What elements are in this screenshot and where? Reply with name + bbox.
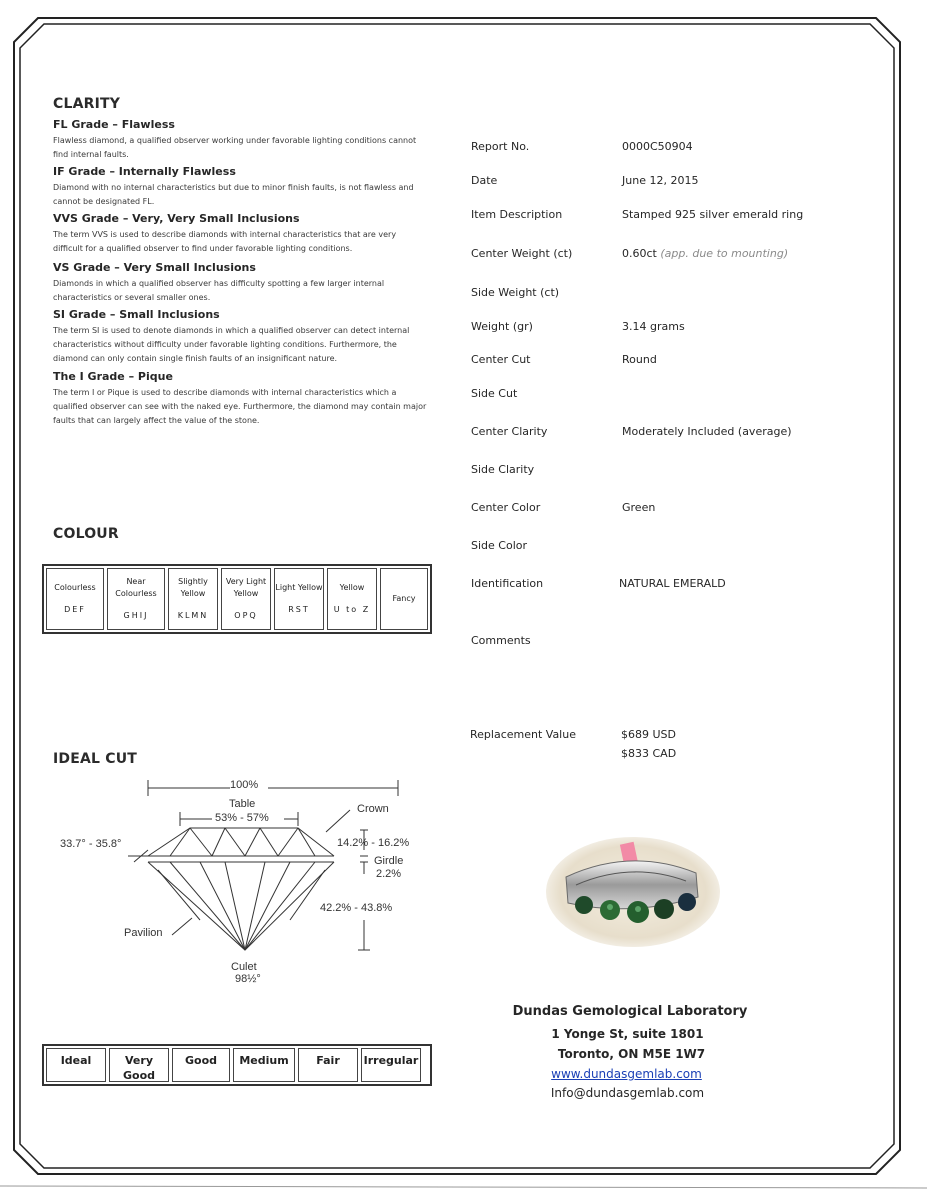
clarity-grade-fl [53, 118, 428, 162]
clarity-grade-si [53, 308, 428, 366]
diagram-crown-label: Crown [357, 803, 389, 815]
side-weight-label: Side Weight (ct) [471, 286, 560, 299]
colour-grades: OPQ [234, 611, 258, 620]
colour-cell [380, 568, 428, 630]
colour-cell [168, 568, 218, 630]
center-weight-note: (app. due to mounting) [660, 247, 789, 260]
diagram-pavilion-label: Pavilion [124, 927, 163, 939]
clarity-grade-vvs [53, 212, 428, 256]
colour-title: COLOUR [53, 526, 119, 542]
colour-grades: DEF [64, 605, 86, 614]
clarity-grade-i [53, 370, 428, 428]
weight-grams-label: Weight (gr) [471, 320, 533, 333]
colour-label: Near Colourless [115, 577, 157, 598]
side-clarity-label: Side Clarity [471, 463, 535, 476]
lab-email[interactable]: Info@dundasgemlab.com [550, 1086, 705, 1100]
identification-label: Identification [471, 577, 544, 590]
grade-description: The term SI is used to denote diamonds in which a qualified observer can detect internal characteristics without difficulty under favorable lighting conditions. Furthermore, the diamond can only contain single finish faults of an insignificant nature. [53, 326, 410, 363]
grade-heading: SI Grade – Small Inclusions [53, 308, 220, 321]
center-cut-value: Round [622, 353, 657, 366]
diagram-girdle-value: 2.2% [376, 868, 402, 880]
colour-grades: U to Z [333, 605, 371, 614]
grade-heading: IF Grade – Internally Flawless [53, 165, 236, 178]
item-description-value: Stamped 925 silver emerald ring [622, 208, 804, 221]
center-weight-amount: 0.60ct [622, 247, 657, 260]
date-value: June 12, 2015 [622, 174, 699, 187]
cut-grade-cell: Medium [233, 1048, 295, 1082]
center-clarity-label: Center Clarity [471, 425, 548, 438]
diagram-pavilion-depth: 42.2% - 43.8% [320, 902, 393, 914]
item-description-label: Item Description [471, 208, 563, 221]
colour-label: Yellow [339, 583, 365, 592]
grade-description: The term I or Pique is used to describe diamonds with internal characteristics which a qualified observer can see with the naked eye. Furthermore, the diamond may contain major faults that can largely affect the value of the stone. [53, 388, 427, 425]
identification-value: NATURAL EMERALD [619, 577, 726, 590]
side-color-label: Side Color [471, 539, 528, 552]
clarity-grade-vs [53, 261, 428, 305]
center-color-label: Center Color [471, 501, 541, 514]
colour-label: Slightly Yellow [178, 577, 208, 598]
ideal-cut-title: IDEAL CUT [53, 751, 138, 767]
replacement-value-label: Replacement Value [470, 728, 576, 741]
diagram-crown-angle: 33.7° - 35.8° [60, 838, 122, 850]
colour-grades: GHIJ [123, 611, 149, 620]
colour-scale-table [42, 564, 432, 634]
center-color-value: Green [622, 501, 656, 514]
grade-heading: FL Grade – Flawless [53, 118, 175, 131]
grade-description: Flawless diamond, a qualified observer working under favorable lighting conditions cannot find internal faults. [53, 136, 417, 159]
lab-website-link[interactable]: www.dundasgemlab.com [551, 1067, 702, 1081]
colour-cell [46, 568, 104, 630]
cut-grade-cell: Ideal [46, 1048, 106, 1082]
grade-description: Diamonds in which a qualified observer has difficulty spotting a few larger internal characteristics or several smaller ones. [53, 279, 385, 302]
lab-address-line-2: Toronto, ON M5E 1W7 [557, 1047, 706, 1061]
diagram-width-label: 100% [230, 779, 259, 791]
report-number-label: Report No. [471, 140, 530, 153]
comments-label: Comments [471, 634, 531, 647]
diagram-culet-value: 98½° [235, 973, 261, 985]
diagram-table-label: Table [229, 798, 256, 810]
emerald-ring-photo [546, 837, 720, 947]
colour-label: Very Light Yellow [225, 577, 267, 598]
colour-label: Colourless [54, 583, 96, 592]
diagram-table-range: 53% - 57% [215, 812, 269, 824]
lab-name: Dundas Gemological Laboratory [512, 1004, 748, 1019]
center-clarity-value: Moderately Included (average) [622, 425, 792, 438]
colour-cell [221, 568, 271, 630]
colour-cell [274, 568, 324, 630]
report-number-value: 0000C50904 [622, 140, 693, 153]
date-label: Date [471, 174, 498, 187]
colour-grades: KLMN [177, 611, 209, 620]
replacement-value-usd: $689 USD [621, 728, 676, 741]
diagram-culet-label: Culet [231, 961, 257, 973]
diagram-crown-height: 14.2% - 16.2% [337, 837, 410, 849]
grade-heading: VVS Grade – Very, Very Small Inclusions [53, 212, 300, 225]
center-weight-value [622, 247, 788, 260]
lab-address-line-1: 1 Yonge St, suite 1801 [551, 1027, 704, 1041]
colour-cell [107, 568, 165, 630]
colour-grades: RST [288, 605, 310, 614]
cut-grade-table [42, 1044, 432, 1086]
colour-label: Fancy [392, 594, 416, 603]
cut-grade-cell: Good [172, 1048, 230, 1082]
grade-description: Diamond with no internal characteristics but due to minor finish faults, is not flawless and cannot be designated FL. [53, 183, 414, 206]
colour-label: Light Yellow [275, 583, 323, 592]
cut-grade-cell: Very Good [109, 1048, 169, 1082]
replacement-value-cad: $833 CAD [621, 747, 677, 760]
clarity-title: CLARITY [53, 96, 121, 112]
grade-heading: VS Grade – Very Small Inclusions [53, 261, 256, 274]
center-weight-label: Center Weight (ct) [471, 247, 573, 260]
cut-grade-cell: Fair [298, 1048, 358, 1082]
grade-heading: The I Grade – Pique [53, 370, 173, 383]
side-cut-label: Side Cut [471, 387, 518, 400]
weight-grams-value: 3.14 grams [622, 320, 685, 333]
grade-description: The term VVS is used to describe diamonds with internal characteristics that are very difficult for a qualified observer to find under favorable lighting conditions. [53, 230, 397, 253]
cut-grade-cell: Irregular [361, 1048, 421, 1082]
diagram-girdle-label: Girdle [374, 855, 404, 867]
clarity-grade-if [53, 165, 428, 209]
colour-cell [327, 568, 377, 630]
center-cut-label: Center Cut [471, 353, 531, 366]
